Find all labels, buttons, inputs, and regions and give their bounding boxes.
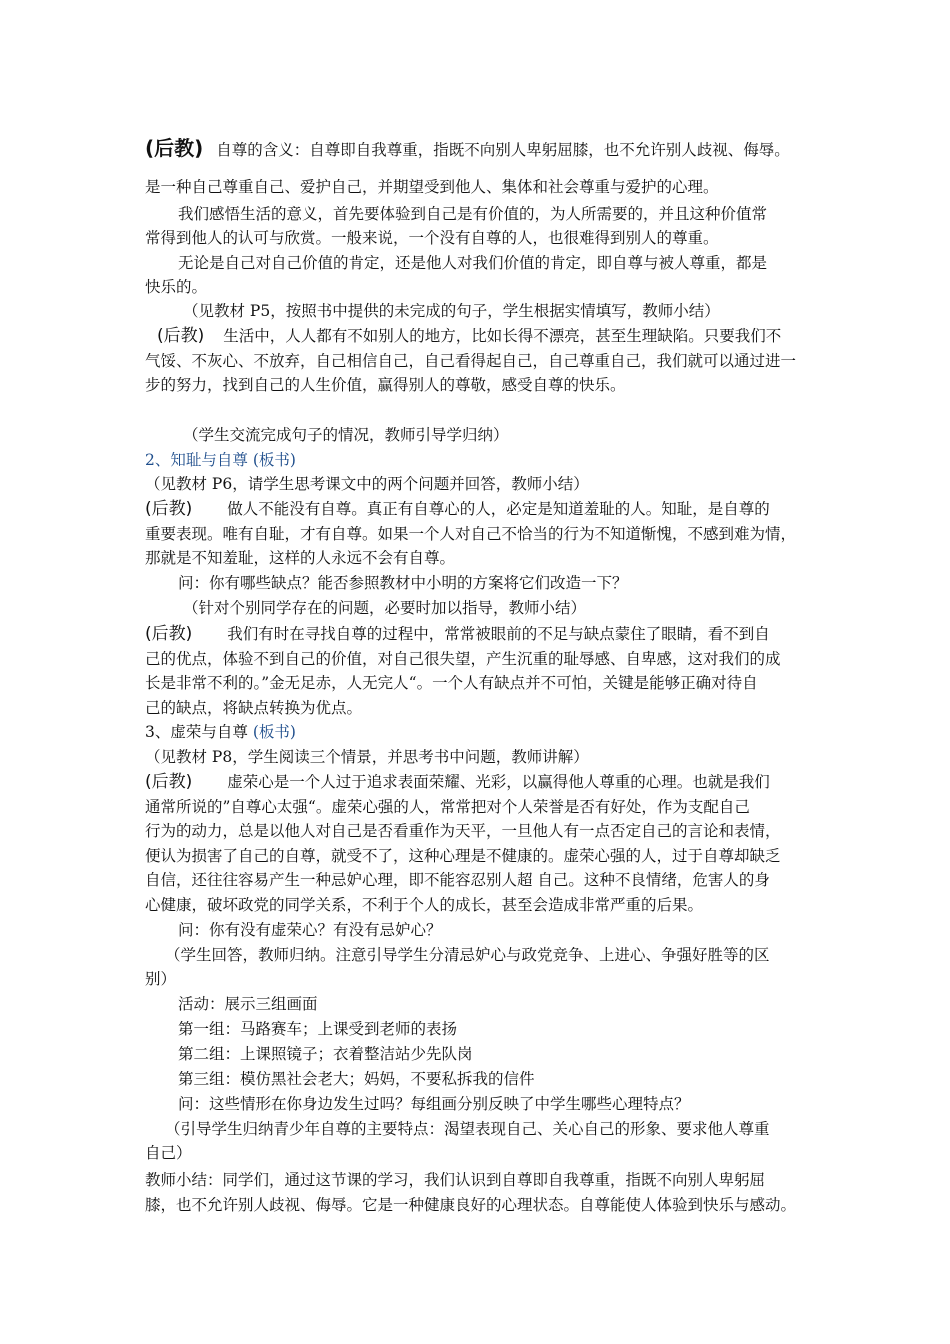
paragraph-13-line-4: 便认为损害了自己的自尊，就受不了，这种心理是不健康的。虚荣心强的人，过于自尊却缺乏 xyxy=(145,847,781,865)
paragraph-12: （见教材 P8，学生阅读三个情景，并思考书中问题，教师讲解） xyxy=(145,748,589,766)
paragraph-4: （见教材 P5，按照书中提供的未完成的句子，学生根据实情填写，教师小结） xyxy=(183,302,720,320)
paragraph-8-line-1 xyxy=(145,498,770,520)
paragraph-3-line-1: 无论是自己对自己价值的肯定，还是他人对我们价值的肯定，即自尊与被人尊重，都是 xyxy=(178,254,768,272)
teacher-summary-line-2: 膝，也不允许别人歧视、侮辱。它是一种健康良好的心理状态。自尊能使人体验到快乐与感动。 xyxy=(145,1196,797,1214)
paragraph-13-line-3: 行为的动力，总是以他人对自己是否看重作为天平，一旦他人有一点否定自己的言论和表情， xyxy=(145,822,781,840)
houjiao-tag: (后教) xyxy=(145,499,193,519)
section-heading-2 xyxy=(145,449,296,471)
text: 做人不能没有自尊。真正有自尊心的人，必定是知道羞耻的人。知耻，是自尊的 xyxy=(227,500,770,518)
paragraph-17-line-1: （引导学生归纳青少年自尊的主要特点：渴望表现自己、关心自己的形象、要求他人尊重 xyxy=(165,1120,770,1138)
paragraph-17-line-2: 自己） xyxy=(145,1144,192,1162)
paragraph-13-line-2: 通常所说的”自尊心太强“。虚荣心强的人，常常把对个人荣誉是否有好处，作为支配自己 xyxy=(145,798,750,816)
paragraph-6: （学生交流完成句子的情况，教师引导学归纳） xyxy=(183,426,509,444)
paragraph-14: 问：你有没有虚荣心？有没有忌妒心？ xyxy=(178,921,442,939)
paragraph-15-line-1: （学生回答，教师归纳。注意引导学生分清忌妒心与政党竞争、上进心、争强好胜等的区 xyxy=(165,946,770,964)
houjiao-tag: (后教) xyxy=(145,624,193,644)
paragraph-5-line-1 xyxy=(157,325,781,347)
paragraph-5-line-2: 气馁、不灰心、不放弃，自己相信自己，自己看得起自己，自己尊重自己，我们就可以通过进一 xyxy=(145,352,797,370)
paragraph-13-line-5: 自信，还往往容易产生一种忌妒心理，即不能容忍别人超 自己。这种不良情绪，危害人的身 xyxy=(145,871,770,889)
heading-title: 3、虚荣与自尊 xyxy=(145,723,248,741)
activity-title: 活动：展示三组画面 xyxy=(178,995,318,1013)
activity-question: 问：这些情形在你身边发生过吗？每组画分别反映了中学生哪些心理特点？ xyxy=(178,1095,690,1113)
paragraph-9: 问：你有哪些缺点？能否参照教材中小明的方案将它们改造一下？ xyxy=(178,574,628,592)
text: 我们有时在寻找自尊的过程中，常常被眼前的不足与缺点蒙住了眼睛，看不到自 xyxy=(227,625,770,643)
heading-note: (板书) xyxy=(252,723,296,741)
text: 虚荣心是一个人过于追求表面荣耀、光彩，以赢得他人尊重的心理。也就是我们 xyxy=(227,773,770,791)
text: 生活中，人人都有不如别人的地方，比如长得不漂亮，甚至生理缺陷。只要我们不 xyxy=(223,327,782,345)
paragraph-13-line-1 xyxy=(145,771,770,793)
houjiao-tag: (后教) xyxy=(145,136,204,160)
paragraph-2-line-2: 常得到他人的认可与欣赏。一般来说，一个没有自尊的人，也很难得到别人的尊重。 xyxy=(145,229,719,247)
paragraph-11-line-3: 长是非常不利的。”金无足赤，人无完人“。一个人有缺点并不可怕，关键是能够正确对待自 xyxy=(145,674,758,692)
paragraph-8-line-2: 重要表现。唯有自耻，才有自尊。如果一个人对自己不恰当的行为不知道惭愧，不感到难为情， xyxy=(145,525,797,543)
paragraph-11-line-4: 己的缺点，将缺点转换为优点。 xyxy=(145,699,363,717)
paragraph-8-line-3: 那就是不知羞耻，这样的人永远不会有自尊。 xyxy=(145,549,456,567)
section-heading-3 xyxy=(145,721,296,743)
paragraph-10: （针对个别同学存在的问题，必要时加以指导，教师小结） xyxy=(183,599,587,617)
houjiao-tag: (后教) xyxy=(157,326,205,346)
heading-title: 2、知耻与自尊 xyxy=(145,451,248,469)
paragraph-2-line-1: 我们感悟生活的意义，首先要体验到自己是有价值的，为人所需要的，并且这种价值常 xyxy=(178,205,768,223)
paragraph-7: （见教材 P6，请学生思考课文中的两个问题并回答，教师小结） xyxy=(145,475,589,493)
paragraph-3-line-2: 快乐的。 xyxy=(145,278,208,296)
activity-group-2: 第二组：上课照镜子；衣着整洁站少先队岗 xyxy=(178,1045,473,1063)
text: 自尊的含义：自尊即自我尊重，指既不向别人卑躬屈膝，也不允许别人歧视、侮辱。 xyxy=(216,141,790,159)
paragraph-13-line-6: 心健康，破坏政党的同学关系，不利于个人的成长，甚至会造成非常严重的后果。 xyxy=(145,896,704,914)
heading-note: (板书) xyxy=(252,451,296,469)
paragraph-1-line-2: 是一种自己尊重自己、爱护自己，并期望受到他人、集体和社会尊重与爱护的心理。 xyxy=(145,178,719,196)
paragraph-15-line-2: 别） xyxy=(145,970,177,988)
teacher-summary-line-1: 教师小结：同学们，通过这节课的学习，我们认识到自尊即自我尊重，指既不向别人卑躬屈 xyxy=(145,1171,766,1189)
activity-group-3: 第三组：模仿黑社会老大；妈妈，不要私拆我的信件 xyxy=(178,1070,535,1088)
paragraph-1-line-1 xyxy=(145,137,790,161)
paragraph-5-line-3: 步的努力，找到自己的人生价值，赢得别人的尊敬，感受自尊的快乐。 xyxy=(145,376,626,394)
activity-group-1: 第一组：马路赛车；上课受到老师的表扬 xyxy=(178,1020,458,1038)
houjiao-tag: (后教) xyxy=(145,772,193,792)
paragraph-11-line-2: 己的优点，体验不到自己的价值，对自己很失望，产生沉重的耻辱感、自卑感，这对我们的成 xyxy=(145,650,781,668)
paragraph-11-line-1 xyxy=(145,623,770,645)
